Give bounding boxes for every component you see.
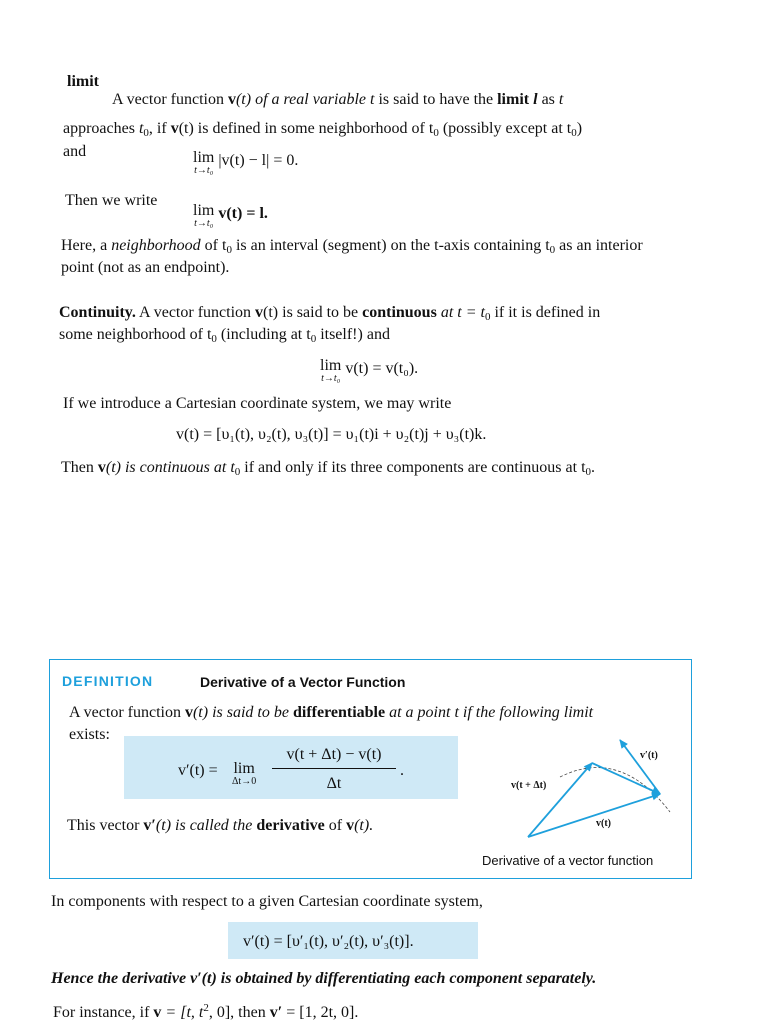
cartesian-intro: If we introduce a Cartesian coordinate system, we may write [63,395,452,412]
formula-lhs: v′(t) = [178,762,218,779]
continuity-line2: some neighborhood of $t_0$ (including at $t_0$ itself!) and [59,326,390,345]
hence-statement: Hence the derivative v′(t) is obtained by differentiating each component separately. [51,970,597,987]
limit-equation-1: lim t→t₀ |v(t) − l| = 0. [193,149,299,176]
definition-title: Derivative of a Vector Function [200,674,406,690]
definition-label: DEFINITION [62,673,154,689]
formula-limit: lim Δt→0 [232,760,257,787]
formula-denominator: Δt [326,775,342,792]
limit-equation-2: lim t→t₀ v(t) = l. [193,202,268,229]
component-derivative-equation: v′(t) = [υ′₁(t), υ′₂(t), υ′₃(t)]. [243,933,414,950]
figure-caption: Derivative of a vector function [482,853,654,868]
continuity-equation: lim t→t₀ v(t) = v(t₀). [320,357,419,384]
instance-example: For instance, if v = [t, $t^2$, 0], then v′ = [1, 2t, 0]. [53,1002,359,1021]
fraction-bar [272,768,396,769]
fig-label-v-t: v(t) [596,818,611,829]
fig-label-v-prime: v′(t) [640,750,658,761]
neighborhood-line2: point (not as an endpoint). [61,259,230,276]
formula-period: . [400,762,404,779]
definition-line1: A vector function v(t) is said to be differentiable at a point t if the following limit [69,704,594,721]
fig-label-v-t-plus-dt: v(t + Δt) [511,780,547,791]
derivative-called: This vector v′(t) is called the derivative of v(t). [67,817,374,834]
formula-numerator: v(t + Δt) − v(t) [286,746,382,763]
component-equation: v(t) = [υ₁(t), υ₂(t), υ₃(t)] = υ₁(t)i + υ₂(t)j + υ₃(t)k. [176,426,487,443]
continuity-conclusion: Then v(t) is continuous at $t_0$ if and only if its three components are continuous at $t_0$. [61,459,596,478]
definition-line2: exists: [69,726,110,743]
continuity-line1: Continuity. A vector function v(t) is said to be continuous at $t = t_0$ if it is defined in [59,304,601,323]
then-we-write: Then we write [65,192,158,209]
vector-v-prime [620,740,660,794]
limit-paragraph-line2: approaches $t_0$, if v(t) is defined in some neighborhood of $t_0$ (possibly except at $t_0$) [63,120,583,139]
limit-and: and [63,143,87,160]
components-intro: In components with respect to a given Cartesian coordinate system, [51,893,483,910]
neighborhood-line1: Here, a neighborhood of $t_0$ is an interval (segment) on the t-axis containing $t_0$ as an interior [61,237,643,256]
limit-heading: limit [67,73,99,90]
limit-paragraph-line1: A vector function v(t) of a real variable t is said to have the limit l as t [112,91,564,108]
vector-v-t [528,794,660,837]
vector-difference [592,763,660,794]
